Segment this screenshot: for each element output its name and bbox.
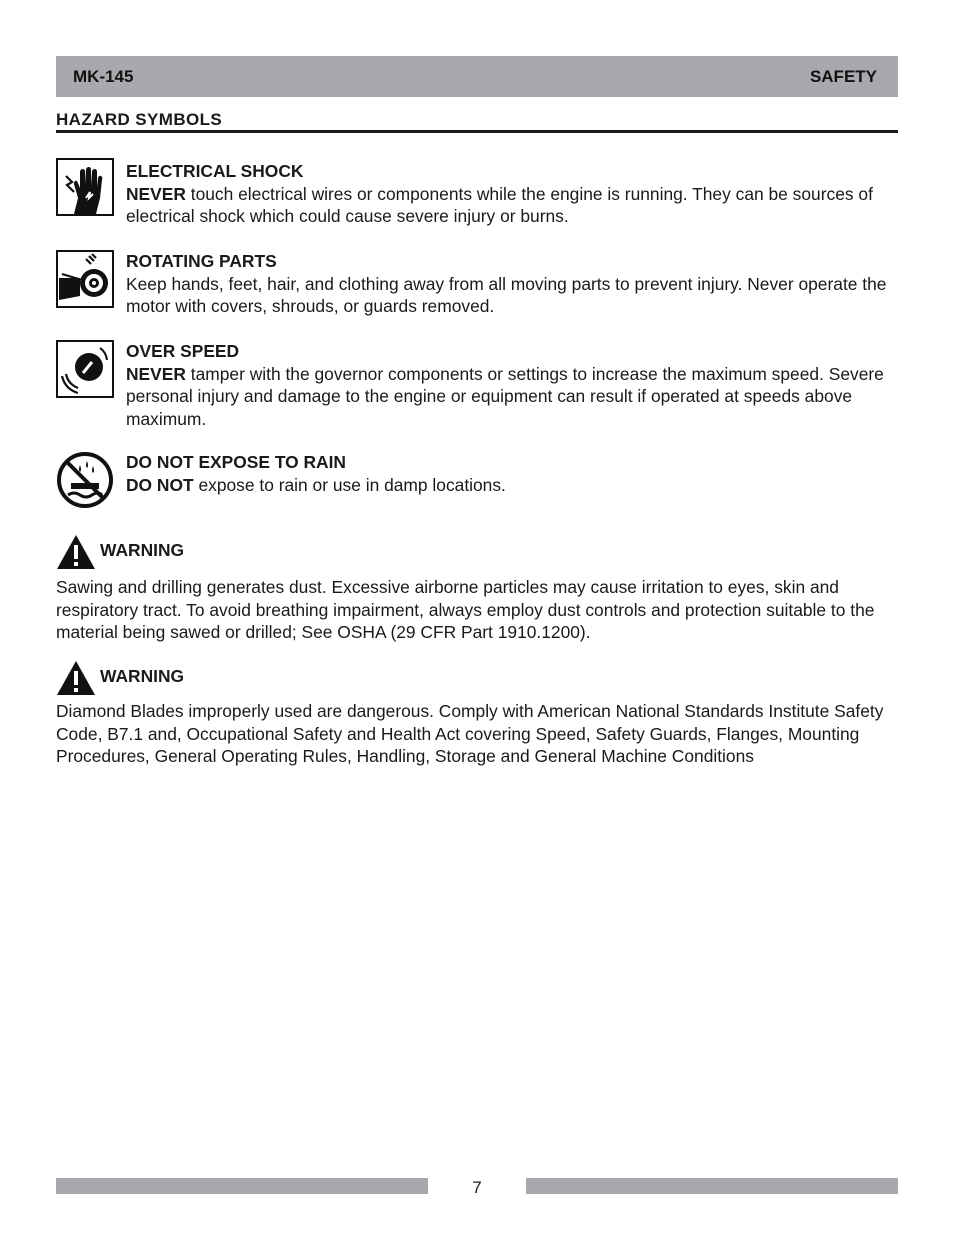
hazard-lead: NEVER	[126, 183, 186, 204]
hazard-rotating-parts	[126, 250, 896, 318]
hazard-over-speed	[126, 340, 896, 430]
warning-text: Sawing and drilling generates dust. Excessive airborne particles may cause irritation to eyes, skin and respiratory tract. To avoid breathing impairment, always employ dust controls and protection suitable to the material being sawed or drilled; See OSHA (29 CFR Part 1910.1200).	[56, 577, 875, 643]
hazard-description: Keep hands, feet, hair, and clothing away from all moving parts to prevent injury. Never operate the motor with covers, shrouds, or guards removed.	[126, 273, 887, 317]
section-title: HAZARD SYMBOLS	[56, 110, 223, 129]
warning-triangle-icon	[56, 534, 96, 570]
no-rain-icon	[56, 451, 114, 509]
electrical-shock-icon	[56, 158, 114, 216]
hazard-lead: NEVER	[126, 363, 186, 384]
hazard-description: touch electrical wires or components while the engine is running. They can be sources of electrical shock which could cause severe injury or burns.	[126, 183, 873, 227]
warning-label: WARNING	[100, 540, 185, 560]
hazard-title: OVER SPEED	[126, 341, 240, 361]
hazard-title: ELECTRICAL SHOCK	[126, 161, 304, 181]
section-name: SAFETY	[809, 67, 877, 86]
hazard-title: DO NOT EXPOSE TO RAIN	[126, 452, 346, 472]
model-number: MK-145	[73, 67, 134, 86]
section-divider	[56, 130, 898, 133]
hazard-lead: DO NOT	[126, 474, 194, 495]
header-bar	[56, 56, 898, 97]
hazard-electrical-shock	[126, 160, 896, 228]
warning-triangle-icon	[56, 660, 96, 696]
hazard-description: tamper with the governor components or settings to increase the maximum speed. Severe personal injury and damage to the engine or equipment can result if operated at speeds above maximum.	[126, 363, 884, 429]
warning-label: WARNING	[100, 666, 185, 686]
over-speed-icon	[56, 340, 114, 398]
hazard-description: expose to rain or use in damp locations.	[193, 474, 506, 495]
rotating-parts-icon	[56, 250, 114, 308]
hazard-title: ROTATING PARTS	[126, 251, 277, 271]
page-number: 7	[472, 1178, 482, 1197]
hazard-no-rain	[126, 451, 896, 496]
warning-text: Diamond Blades improperly used are dangerous. Comply with American National Standards Institute Safety Code, B7.1 and, Occupational Safety and Health Act covering Speed, Safety Guards, Flanges, Mounting Procedures, General Operating Rules, Handling, Storage and General Machine Conditions	[56, 701, 884, 767]
